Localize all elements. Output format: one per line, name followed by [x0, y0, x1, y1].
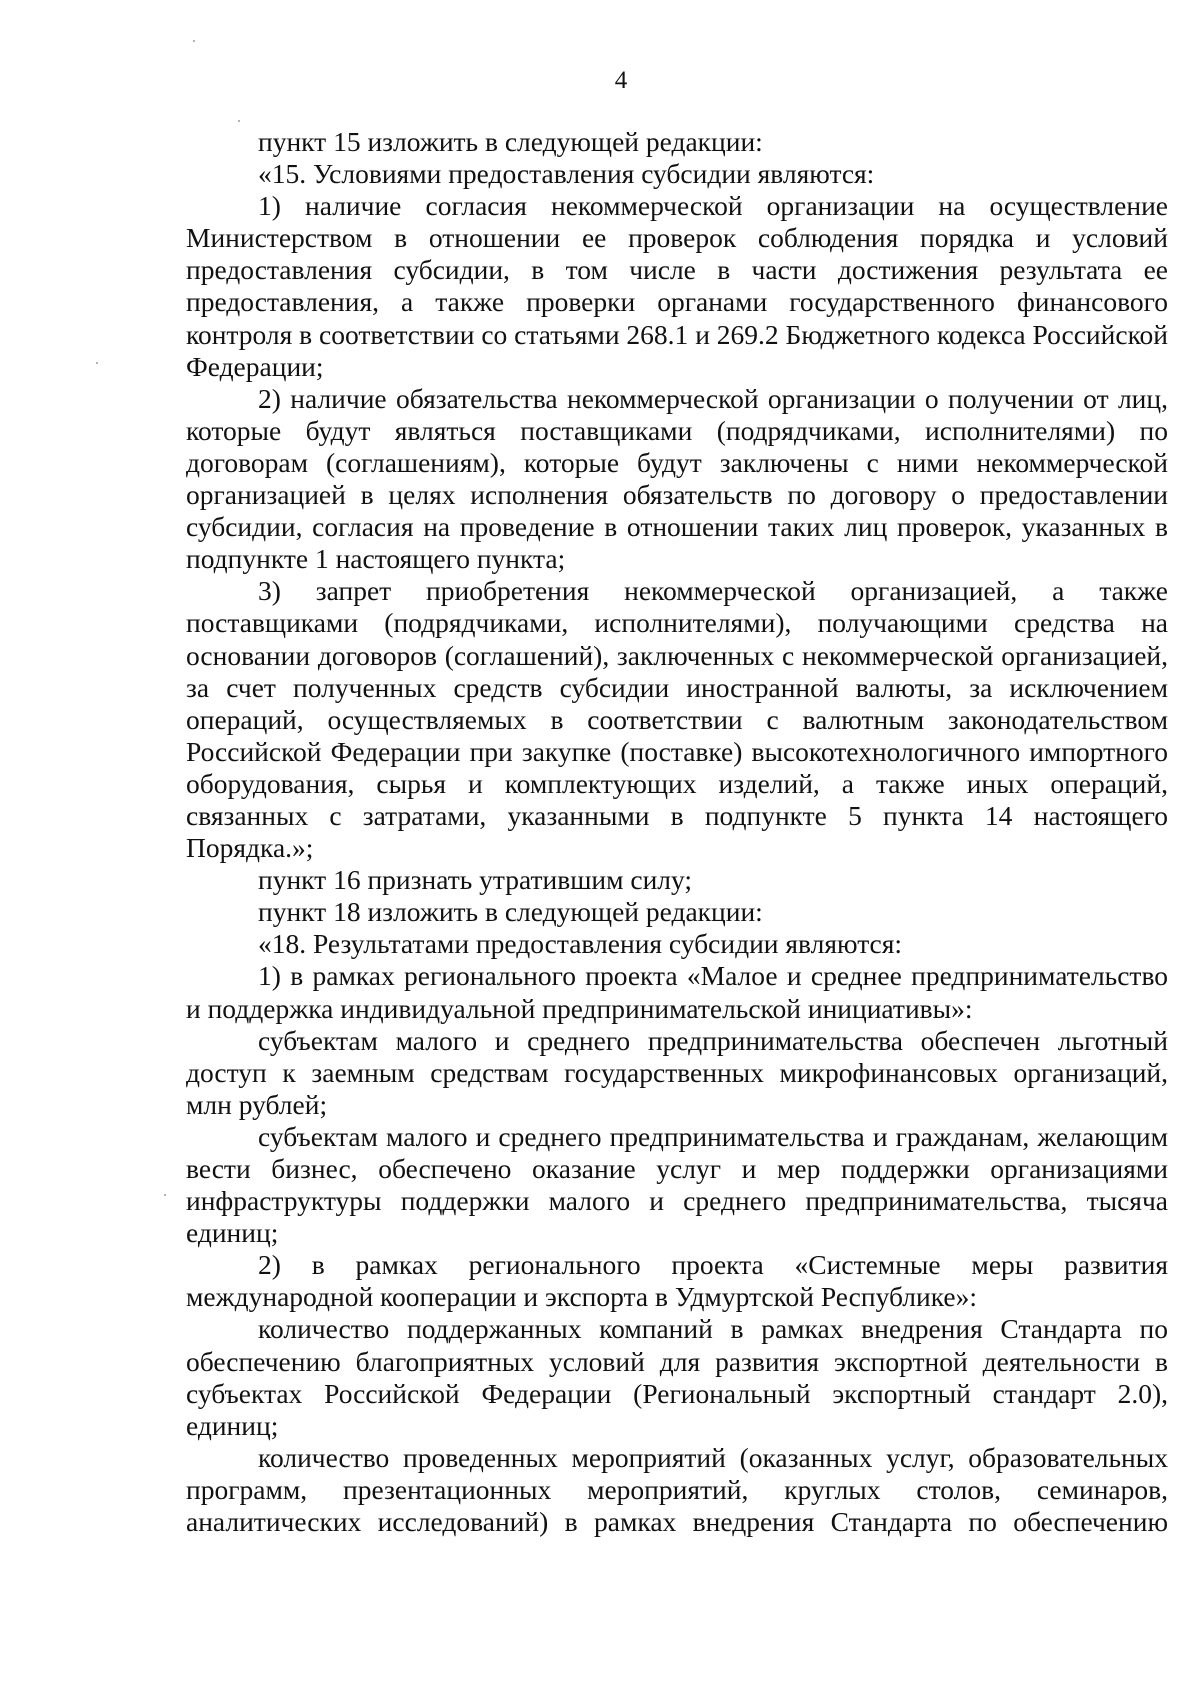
paragraph: субъектам малого и среднего предпринимательства и гражданам, желающим вести бизнес, обеспечено оказание услуг и мер поддержки организациями инфраструктуры поддержки малого и среднего предпринимательства, тысяча единиц; [186, 1120, 1168, 1249]
paragraph: 2) в рамках регионального проекта «Системные меры развития международной кооперации и экспорта в Удмуртской Республике»: [186, 1249, 1168, 1313]
scan-speck [238, 120, 240, 122]
paragraph: количество поддержанных компаний в рамках внедрения Стандарта по обеспечению благоприятных условий для развития экспортной деятельности в субъектах Российской Федерации (Региональный экспортный стандарт 2.0), единиц; [186, 1313, 1168, 1441]
paragraph: субъектам малого и среднего предпринимательства обеспечен льготный доступ к заемным средствам государственных микрофинансовых организаций, млн рублей; [186, 1024, 1168, 1120]
scan-speck [96, 362, 98, 364]
paragraph: «18. Результатами предоставления субсидии являются: [258, 928, 903, 960]
paragraph: пункт 16 признать утратившим силу; [258, 864, 693, 896]
scan-speck [193, 40, 195, 42]
page-number: 4 [614, 67, 628, 94]
document-body [186, 126, 1168, 1538]
paragraph: количество проведенных мероприятий (оказанных услуг, образовательных программ, презентационных мероприятий, круглых столов, семинаров, аналитических исследований) в рамках внедрения Стандарта по обеспечению [186, 1441, 1168, 1538]
paragraph: «15. Условиями предоставления субсидии являются: [258, 158, 875, 190]
paragraph: 3) запрет приобретения некоммерческой организацией, а также поставщиками (подрядчиками, исполнителями), получающими средства на основании договоров (соглашений), заключенных с некоммерческой организацией, за счет полученных средств субсидии иностранной валюты, за исключением операций, осуществляемых в соответствии с валютным законодательством Российской Федерации при закупке (поставке) высокотехнологичного импортного оборудования, сырья и комплектующих изделий, а также иных операций, связанных с затратами, указанными в подпункте 5 пункта 14 настоящего Порядка.»; [186, 575, 1168, 864]
paragraph: 1) наличие согласия некоммерческой организации на осуществление Министерством в отношении ее проверок соблюдения порядка и условий предоставления субсидии, в том числе в части достижения результата ее предоставления, а также проверки органами государственного финансового контроля в соответствии со статьями 268.1 и 269.2 Бюджетного кодекса Российской Федерации; [186, 190, 1168, 382]
paragraph: 1) в рамках регионального проекта «Малое и среднее предпринимательство и поддержка индивидуальной предпринимательской инициативы»: [186, 960, 1168, 1024]
scan-speck [164, 1194, 166, 1196]
paragraph: пункт 18 изложить в следующей редакции: [258, 896, 763, 928]
paragraph: 2) наличие обязательства некоммерческой организации о получении от лиц, которые будут являться поставщиками (подрядчиками, исполнителями) по договорам (соглашениям), которые будут заключены с ними некоммерческой организацией в целях исполнения обязательств по договору о предоставлении субсидии, согласия на проведение в отношении таких лиц проверок, указанных в подпункте 1 настоящего пункта; [186, 382, 1168, 575]
paragraph: пункт 15 изложить в следующей редакции: [258, 126, 763, 157]
